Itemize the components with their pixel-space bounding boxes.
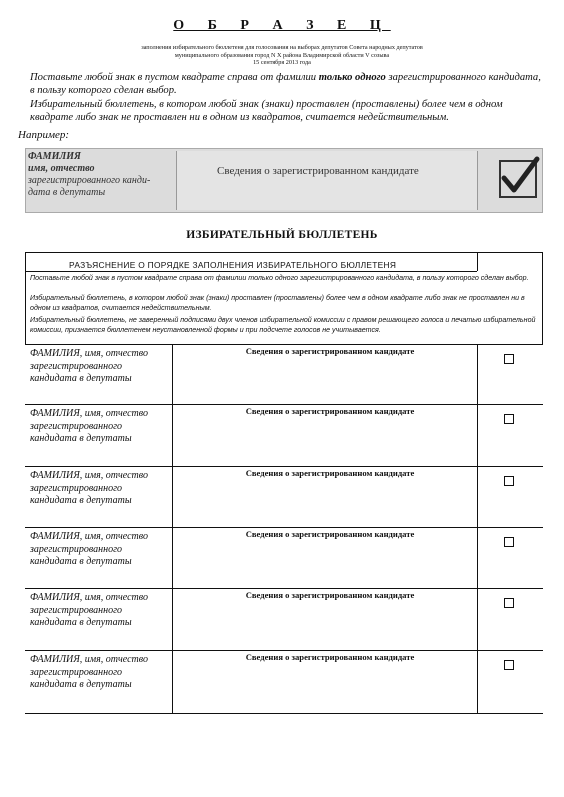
example-sample	[25, 148, 543, 213]
candidate-surname: ФАМИЛИЯ,	[30, 592, 83, 603]
example-label: Например:	[18, 129, 70, 141]
example-name-line-4: дата в депутаты	[28, 187, 106, 198]
candidate-name-line-2: зарегистрированного	[30, 482, 122, 494]
candidate-info-3: Сведения о зарегистрированном кандидате	[245, 468, 415, 478]
explanation-1: Поставьте любой знак в пустом квадрате справа от фамилии только одного зарегистрированного кандидата, в пользу которого сделан выбор.	[30, 274, 529, 282]
candidate-name-rest: имя, отчество	[82, 348, 148, 359]
candidate-name-line-3: кандидата в депутаты	[30, 495, 132, 507]
candidate-name-line-2: зарегистрированного	[30, 360, 122, 372]
candidate-name-line-3: кандидата в депутаты	[30, 556, 132, 568]
instruction-1-text-a: Поставьте любой знак в пустом квадрате справа от фамилии	[30, 72, 319, 83]
candidate-name-2	[30, 408, 170, 446]
candidate-name-6	[30, 654, 170, 692]
candidate-checkbox-6[interactable]	[504, 660, 514, 670]
example-name: имя, отчество	[28, 163, 95, 174]
candidate-surname: ФАМИЛИЯ,	[30, 470, 83, 481]
candidate-checkbox-5[interactable]	[504, 598, 514, 608]
candidate-name-line-3: кандидата в депутаты	[30, 373, 132, 385]
candidate-name-5	[30, 592, 170, 630]
candidate-name-3	[30, 470, 170, 508]
instruction-1-text-b: зарегистрированного кандидата, в пользу которого сделан выбор.	[30, 72, 541, 97]
sample-title: О Б Р А З Е Ц	[173, 18, 391, 33]
candidate-checkbox-2[interactable]	[504, 414, 514, 424]
example-name-line-3: зарегистрированного канди-	[28, 175, 151, 186]
example-surname: ФАМИЛИЯ	[28, 151, 81, 162]
candidate-surname: ФАМИЛИЯ,	[30, 348, 83, 359]
candidate-info-6: Сведения о зарегистрированном кандидате	[245, 652, 415, 662]
candidate-name-line-2: зарегистрированного	[30, 543, 122, 555]
example-name-box	[28, 151, 176, 210]
candidate-name-rest: имя, отчество	[82, 531, 148, 542]
example-check-cell	[489, 154, 543, 208]
candidate-name-1	[30, 348, 170, 386]
example-info-cell	[176, 151, 478, 210]
explanation-3: Избирательный бюллетень, не заверенный подписями двух членов избирательной комиссии с правом решающего голоса и печатью избирательной комиссии, признается бюллетенем неустановленной формы и при подсчете голосов не учитывается.	[30, 316, 536, 334]
subtitle-line-3: 15 сентября 2013 года	[253, 59, 311, 66]
candidate-surname: ФАМИЛИЯ,	[30, 531, 83, 542]
candidate-surname: ФАМИЛИЯ,	[30, 408, 83, 419]
candidate-name-line-3: кандидата в депутаты	[30, 679, 132, 691]
candidate-name-line-2: зарегистрированного	[30, 604, 122, 616]
instruction-paragraph-2: Избирательный бюллетень, в котором любой знак (знаки) проставлен (проставлены) более чем в одном квадрате либо знак не проставлен ни в одном из квадратов, считается недействительным.	[30, 99, 503, 124]
ballot-title: ИЗБИРАТЕЛЬНЫЙ БЮЛЛЕТЕНЬ	[186, 229, 378, 241]
subtitle-line-1: заполнения избирательного бюллетеня для голосования на выборах депутатов Совета народных депутатов	[141, 44, 423, 51]
candidate-info-4: Сведения о зарегистрированном кандидате	[245, 529, 415, 539]
candidate-name-line-2: зарегистрированного	[30, 420, 122, 432]
candidate-surname: ФАМИЛИЯ,	[30, 654, 83, 665]
explanation-2: Избирательный бюллетень, в котором любой знак (знаки) проставлен (проставлены) более чем в одном квадрате либо знак не проставлен ни в одном из квадратов, считается недействительным.	[30, 294, 525, 312]
explanation-header: РАЗЪЯСНЕНИЕ О ПОРЯДКЕ ЗАПОЛНЕНИЯ ИЗБИРАТЕЛЬНОГО БЮЛЛЕТЕНЯ	[69, 260, 397, 270]
candidate-name-rest: имя, отчество	[82, 408, 148, 419]
candidate-info-2: Сведения о зарегистрированном кандидате	[245, 406, 415, 416]
instruction-paragraph-1	[30, 71, 545, 98]
candidate-name-rest: имя, отчество	[82, 592, 148, 603]
ballot-table	[25, 252, 543, 714]
candidate-name-line-2: зарегистрированного	[30, 666, 122, 678]
candidate-info-5: Сведения о зарегистрированном кандидате	[245, 590, 415, 600]
candidate-name-rest: имя, отчество	[82, 654, 148, 665]
candidate-name-line-3: кандидата в депутаты	[30, 617, 132, 629]
subtitle-line-2: муниципального образования город N X района Владимирской области V созыва	[174, 51, 390, 59]
instruction-1-bold: только одного	[318, 72, 386, 83]
candidate-name-rest: имя, отчество	[82, 470, 148, 481]
example-info: Сведения о зарегистрированном кандидате	[217, 165, 419, 177]
candidate-name-line-3: кандидата в депутаты	[30, 433, 132, 445]
candidate-name-4	[30, 531, 170, 569]
candidate-checkbox-1[interactable]	[504, 354, 514, 364]
checkmark-icon	[500, 156, 540, 196]
candidate-checkbox-3[interactable]	[504, 476, 514, 486]
candidate-info-1: Сведения о зарегистрированном кандидате	[245, 346, 415, 356]
candidate-checkbox-4[interactable]	[504, 537, 514, 547]
